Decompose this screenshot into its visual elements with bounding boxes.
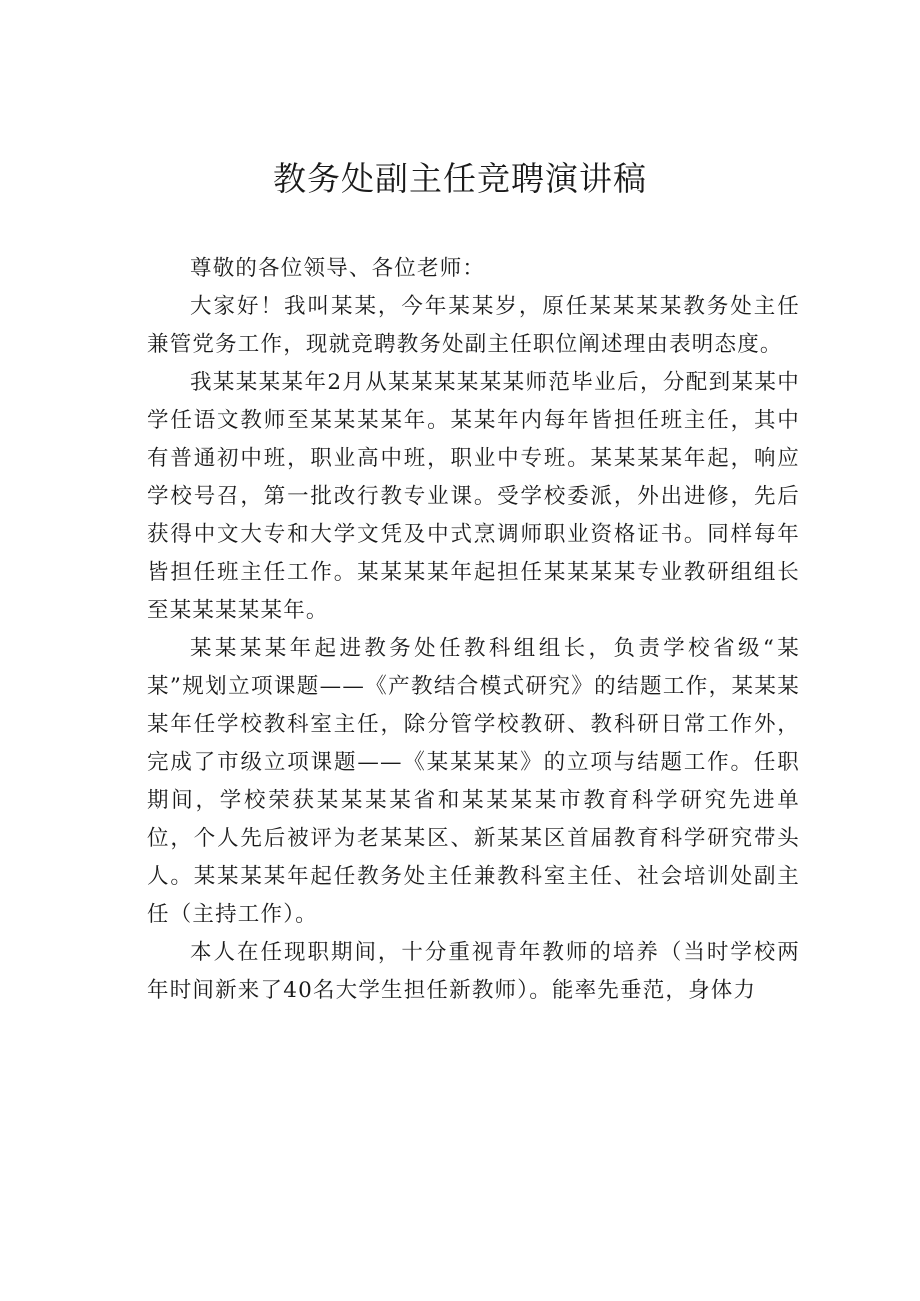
research-paragraph: 某某某某年起进教务处任教科组组长，负责学校省级“某某”规划立项课题——《产教结合模式研究》的结题工作，某某某某年任学校教科室主任，除分管学校教研、教科研日常工作外，完成了市级立项课题——《某某某某》的立项与结题工作。任职期间，学校荣获某某某某省和某某某某市教育科学研究先进单位，个人先后被评为老某某区、新某某区首届教育科学研究带头人。某某某某年起任教务处主任兼教科室主任、社会培训处副主任（主持工作）。: [147, 636, 800, 927]
document-title: 教务处副主任竞聘演讲稿: [273, 159, 647, 198]
intro-paragraph: 大家好！我叫某某，今年某某岁，原任某某某某教务处主任兼管党务工作，现就竞聘教务处副主任职位阐述理由表明态度。: [147, 294, 800, 357]
career-paragraph: 我某某某某年2月从某某某某某某师范毕业后，分配到某某中学任语文教师至某某某某年。某某年内每年皆担任班主任，其中有普通初中班，职业高中班，职业中专班。某某某某年起，响应学校号召，第一批改行教专业课。受学校委派，外出进修，先后获得中文大专和大学文凭及中式烹调师职业资格证书。同样每年皆担任班主任工作。某某某某年起担任某某某某专业教研组组长至某某某某某年。: [147, 370, 800, 623]
training-paragraph: 本人在任现职期间，十分重视青年教师的培养（当时学校两年时间新来了40名大学生担任新教师）。能率先垂范，身体力: [147, 940, 800, 1003]
greeting-paragraph: 尊敬的各位领导、各位老师：: [190, 256, 486, 281]
document-body: [147, 250, 800, 1010]
